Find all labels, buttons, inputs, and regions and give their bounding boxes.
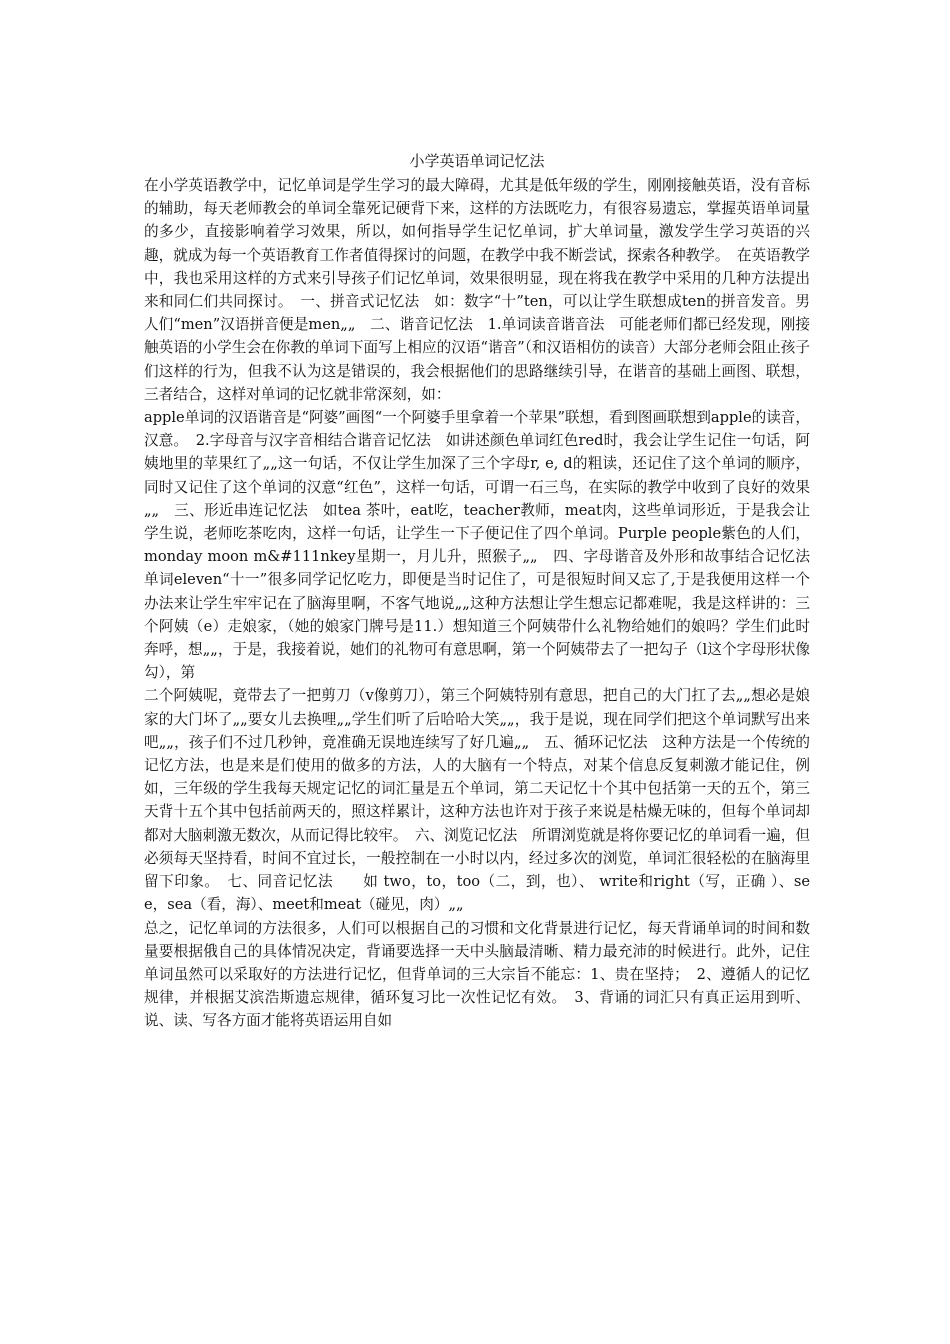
paragraph-2: apple单词的汉语谐音是“阿婆”画图“一个阿婆手里拿着一个苹果”联想，看到图画联想到apple的读音，汉意。 2.字母音与汉字音相结合谐音记忆法 如讲述颜色单词红色red时，我会让学生记住一句话，阿姨地里的苹果红了„„这一句话，不仅让学生加深了三个字母r, e, d的粗读，还记住了这个单词的顺序，同时又记住了这个单词的汉意“红色”，这样一句话，可谓一石三鸟，在实际的教学中收到了良好的效果„„ 三、形近串连记忆法 如tea 茶叶，eat吃，teacher教师，meat肉，这些单词形近，于是我会让学生说，老师吃茶吃肉，这样一句话，让学生一下子便记住了四个单词。Purple people紫色的人们，monday moon m&#111nkey星期一，月儿升，照猴子„„ 四、字母谐音及外形和故事结合记忆法 单词eleven“十一”很多同学记忆吃力，即便是当时记住了，可是很短时间又忘了,于是我便用这样一个办法来让学生牢牢记在了脑海里啊，不客气地说„„这种方法想让学生想忘记都难呢，我是这样讲的：三个阿姨（e）走娘家，（她的娘家门牌号是11.）想知道三个阿姨带什么礼物给她们的娘吗？学生们此时奔呼，想„„，于是，我接着说，她们的礼物可有意思啊，第一个阿姨带去了一把勾子（l这个字母形状像勾），第	[144, 409, 825, 682]
document-title: 小学英语单词记忆法	[409, 152, 545, 170]
paragraph-1: 在小学英语教学中，记忆单词是学生学习的最大障碍，尤其是低年级的学生，刚刚接触英语，没有音标的辅助，每天老师教会的单词全靠死记硬背下来，这样的方法既吃力，有很容易遗忘，掌握英语单词量的多少，直接影响着学习效果，所以，如何指导学生记忆单词，扩大单词量，激发学生学习英语的兴趣，就成为每一个英语教育工作者值得探讨的问题，在教学中我不断尝试，探索各种教学。 在英语教学中，我也采用这样的方式来引导孩子们记忆单词，效果很明显，现在将我在教学中采用的几种方法提出来和同仁们共同探讨。 一、拼音式记忆法 如：数字“十”ten，可以让学生联想成ten的拼音发音。男人们“men”汉语拼音便是men„„ 二、谐音记忆法 1.单词读音谐音法 可能老师们都已经发现，刚接触英语的小学生会在你教的单词下面写上相应的汉语“谐音”（和汉语相仿的读音）大部分老师会阻止孩子们这样的行为，但我不认为这是错误的，我会根据他们的思路继续引导，在谐音的基础上画图、联想，三者结合，这样对单词的记忆就非常深刻，如：	[144, 177, 810, 403]
paragraph-3: 二个阿姨呢，竟带去了一把剪刀（v像剪刀），第三个阿姨特别有意思，把自己的大门扛了去„„想必是娘家的大门坏了„„要女儿去换哩„„学生们听了后哈哈大笑„„，我于是说，现在同学们把这个单词默写出来吧„„，孩子们不过几秒钟，竟准确无误地连续写了好几遍„„ 五、循环记忆法 这种方法是一个传统的记忆方法，也是来是们使用的做多的方法，人的大脑有一个特点，对某个信息反复刺激才能记住，例如，三年级的学生我每天规定记忆的词汇量是五个单词，第二天记忆十个其中包括第一天的五个，第三天背十五个其中包括前两天的，照这样累计，这种方法也许对于孩子来说是枯燥无味的，但每个单词却都对大脑刺激无数次，从而记得比较牢。 六、浏览记忆法 所谓浏览就是将你要记忆的单词看一遍，但必须每天坚持看，时间不宜过长，一般控制在一小时以内，经过多次的浏览，单词汇很轻松的在脑海里留下印象。 七、同音记忆法 如 two，to，too（二，到，也）、 write和right（写，正确 ）、see，sea（看，海）、meet和meat（碰见，肉）„„	[144, 687, 810, 914]
paragraph-4: 总之，记忆单词的方法很多，人们可以根据自己的习惯和文化背景进行记忆，每天背诵单词的时间和数量要根据俄自己的具体情况决定，背诵要选择一天中头脑最清晰、精力最充沛的时候进行。此外，记住单词虽然可以采取好的方法进行记忆，但背单词的三大宗旨不能忘：1、贵在坚持； 2、遵循人的记忆规律，并根据艾滨浩斯遗忘规律，循环复习比一次性记忆有效。 3、背诵的词汇只有真正运用到听、说、读、写各方面才能将英语运用自如	[144, 919, 810, 1030]
